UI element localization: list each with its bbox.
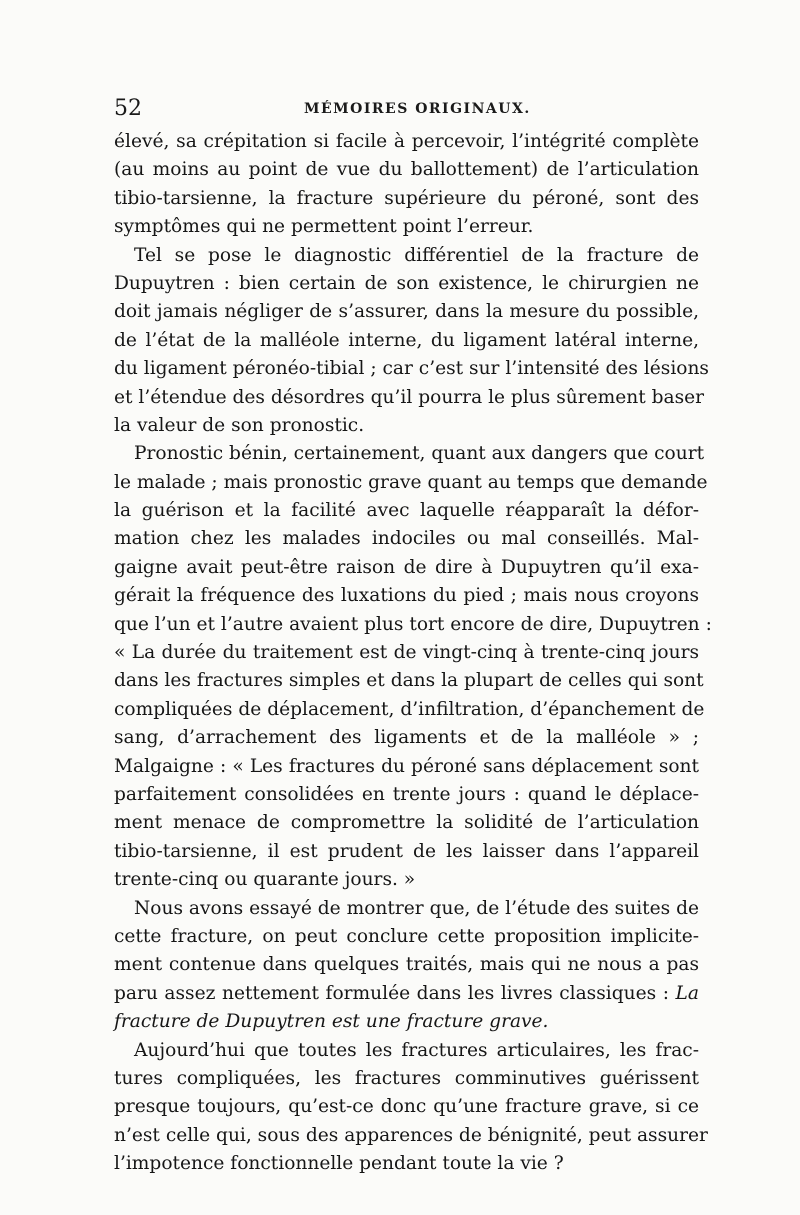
text-line: la valeur de son pronostic. bbox=[114, 414, 365, 436]
text-line: la guérison et la facilité avec laquelle réapparaît la défor- bbox=[114, 500, 699, 522]
text-line: Pronostic bénin, certainement, quant aux dangers que court bbox=[134, 443, 705, 465]
text-line: dans les fractures simples et dans la plupart de celles qui sont bbox=[114, 670, 704, 692]
page-number: 52 bbox=[114, 96, 142, 121]
text-line: (au moins au point de vue du ballottement) de l’articulation bbox=[114, 159, 699, 181]
text-line: tures compliquées, les fractures comminutives guérissent bbox=[114, 1067, 699, 1089]
text-line: doit jamais négliger de s’assurer, dans la mesure du possible, bbox=[114, 301, 699, 323]
running-head: MÉMOIRES ORIGINAUX. bbox=[304, 101, 531, 117]
text-line: presque toujours, qu’est-ce donc qu’une fracture grave, si ce bbox=[114, 1096, 699, 1118]
text-line: que l’un et l’autre avaient plus tort encore de dire, Dupuytren : bbox=[114, 613, 712, 635]
text-line: ment menace de compromettre la solidité de l’articulation bbox=[114, 812, 699, 834]
body-text bbox=[114, 128, 712, 1178]
italic-text-line: fracture de Dupuytren est une fracture grave. bbox=[114, 1011, 549, 1033]
text-line: Malgaigne : « Les fractures du péroné sans déplacement sont bbox=[114, 755, 699, 777]
text-line: sang, d’arrachement des ligaments et de la malléole » ; bbox=[114, 727, 699, 749]
text-fragment: paru assez nettement formulée dans les livres classiques : bbox=[114, 982, 669, 1004]
text-line: cette fracture, on peut conclure cette proposition implicite- bbox=[114, 925, 699, 947]
text-line: tibio-tarsienne, la fracture supérieure du péroné, sont des bbox=[114, 187, 699, 209]
text-line: tibio-tarsienne, il est prudent de les laisser dans l’appareil bbox=[114, 840, 699, 862]
text-line bbox=[114, 980, 699, 1008]
text-line: symptômes qui ne permettent point l’erreur. bbox=[114, 216, 534, 238]
text-line: Dupuytren : bien certain de son existence, le chirurgien ne bbox=[114, 272, 699, 294]
text-line: du ligament péronéo-tibial ; car c’est sur l’intensité des lésions bbox=[114, 358, 709, 380]
text-line: Tel se pose le diagnostic différentiel de la fracture de bbox=[134, 244, 699, 266]
text-line: Nous avons essayé de montrer que, de l’étude des suites de bbox=[134, 897, 699, 919]
text-line: compliquées de déplacement, d’infiltration, d’épanchement de bbox=[114, 698, 705, 720]
text-line: ment contenue dans quelques traités, mais qui ne nous a pas bbox=[114, 954, 699, 976]
text-line: gaigne avait peut-être raison de dire à Dupuytren qu’il exa- bbox=[114, 556, 699, 578]
text-line: élevé, sa crépitation si facile à percevoir, l’intégrité complète bbox=[114, 131, 699, 152]
text-line: l’impotence fonctionnelle pendant toute la vie ? bbox=[114, 1153, 564, 1175]
text-line: de l’état de la malléole interne, du ligament latéral interne, bbox=[114, 329, 699, 351]
text-line: n’est celle qui, sous des apparences de bénignité, peut assurer bbox=[114, 1124, 708, 1146]
text-line: et l’étendue des désordres qu’il pourra le plus sûrement baser bbox=[114, 386, 705, 408]
italic-fragment: La bbox=[675, 982, 699, 1004]
text-line: trente-cinq ou quarante jours. » bbox=[114, 869, 416, 891]
page-header bbox=[114, 94, 699, 124]
text-line: « La durée du traitement est de vingt-cinq à trente-cinq jours bbox=[114, 642, 699, 664]
text-line: le malade ; mais pronostic grave quant au temps que demande bbox=[114, 471, 708, 493]
text-line: mation chez les malades indociles ou mal conseillés. Mal- bbox=[114, 528, 699, 550]
text-line: gérait la fréquence des luxations du pied ; mais nous croyons bbox=[114, 585, 699, 607]
text-line: Aujourd’hui que toutes les fractures articulaires, les frac- bbox=[134, 1039, 699, 1061]
text-line: parfaitement consolidées en trente jours : quand le déplace- bbox=[114, 783, 699, 805]
